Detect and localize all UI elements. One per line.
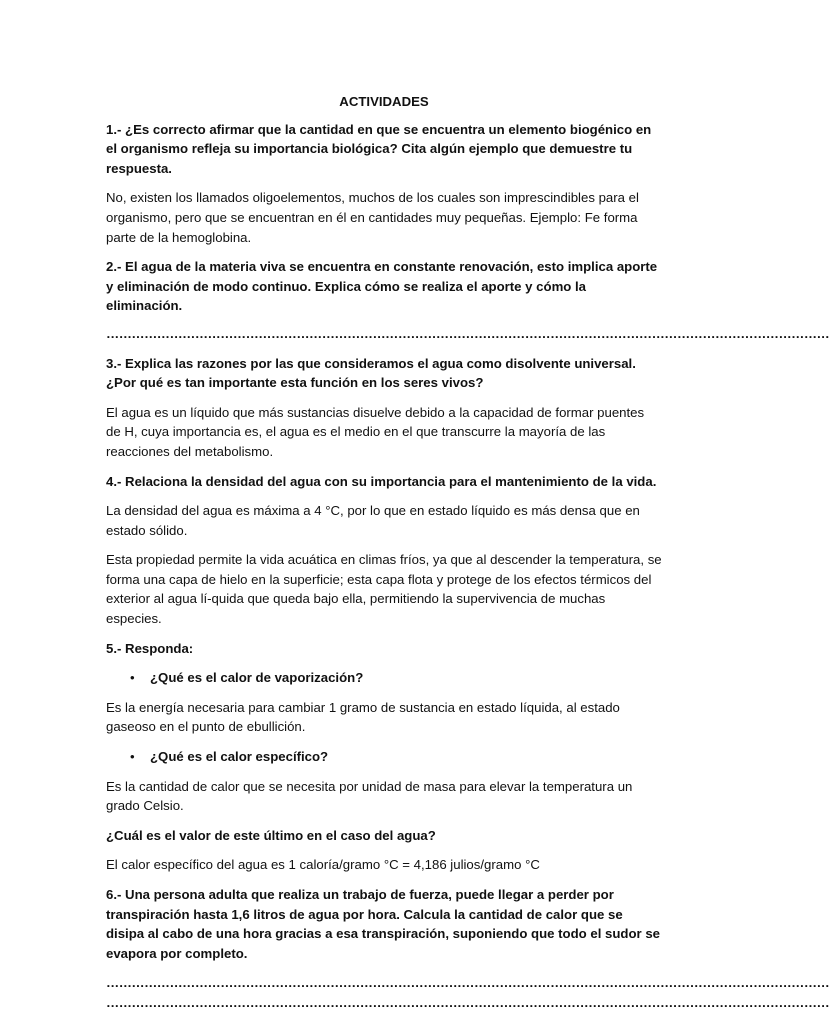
answer-blank-line-6a: ……………………………………………………………………………………………………………………………………………………… xyxy=(106,975,829,991)
question-5: 5.- Responda: xyxy=(106,640,194,656)
question-3: 3.- Explica las razones por las que consideramos el agua como disolvente universal. ¿Por qué es tan importante esta función en los seres vivos? xyxy=(106,355,636,391)
answer-4-paragraph-2: Esta propiedad permite la vida acuática en climas fríos, ya que al descender la temperatura, se forma una capa de hielo en la superficie; esta capa flota y protege de los efectos térmicos del exterior al agua lí-quida que queda bajo ella, permitiendo la supervivencia de muchas especies. xyxy=(106,552,662,627)
answer-5-sub-3: El calor específico del agua es 1 caloría/gramo °C = 4,186 julios/gramo °C xyxy=(106,857,540,873)
question-5-sub-1: ¿Qué es el calor de vaporización? xyxy=(150,670,364,686)
question-4: 4.- Relaciona la densidad del agua con su importancia para el mantenimiento de la vida. xyxy=(106,473,657,489)
question-5-sub-2: ¿Qué es el calor específico? xyxy=(150,749,329,765)
question-1: 1.- ¿Es correcto afirmar que la cantidad en que se encuentra un elemento biogénico en el organismo refleja su importancia biológica? Cita algún ejemplo que demuestre tu respuesta. xyxy=(106,121,652,176)
bullet-icon: • xyxy=(130,749,135,765)
answer-3: El agua es un líquido que más sustancias disuelve debido a la capacidad de formar puentes de H, cuya importancia es, el agua es el medio en el que transcurre la mayoría de las reacciones del metabolismo. xyxy=(106,404,645,459)
question-5-bullet-2 xyxy=(106,747,662,767)
document-page xyxy=(106,92,829,1013)
question-2: 2.- El agua de la materia viva se encuentra en constante renovación, esto implica aporte y eliminación de modo continuo. Explica cómo se realiza el aporte y cómo la eliminación. xyxy=(106,259,658,314)
question-5-bullet-1 xyxy=(106,668,662,688)
answer-blank-line-6b: ……………………………………………………………………………………………………………………………………………………… xyxy=(106,994,829,1010)
document-title: ACTIVIDADES xyxy=(339,94,429,109)
question-6: 6.- Una persona adulta que realiza un trabajo de fuerza, puede llegar a perder por transpiración hasta 1,6 litros de agua por hora. Calcula la cantidad de calor que se disipa al cabo de una hora gracias a esa transpiración, suponiendo que todo el sudor se evapora por completo. xyxy=(106,887,661,961)
answer-1: No, existen los llamados oligoelementos, muchos de los cuales son imprescindibles para el organismo, pero que se encuentran en él en cantidades muy pequeñas. Ejemplo: Fe forma parte de la hemoglobina. xyxy=(106,190,639,245)
answer-5-sub-1: Es la energía necesaria para cambiar 1 gramo de sustancia en estado líquida, al estado gaseoso en el punto de ebullición. xyxy=(106,699,620,735)
question-5-sub-3: ¿Cuál es el valor de este último en el caso del agua? xyxy=(106,827,436,843)
bullet-icon: • xyxy=(130,670,135,686)
answer-blank-line-2: ……………………………………………………………………………………………………………………………………………………… xyxy=(106,325,829,341)
answer-5-sub-2: Es la cantidad de calor que se necesita por unidad de masa para elevar la temperatura un grado Celsio. xyxy=(106,778,633,814)
answer-4-paragraph-1: La densidad del agua es máxima a 4 °C, por lo que en estado líquido es más densa que en estado sólido. xyxy=(106,503,640,538)
